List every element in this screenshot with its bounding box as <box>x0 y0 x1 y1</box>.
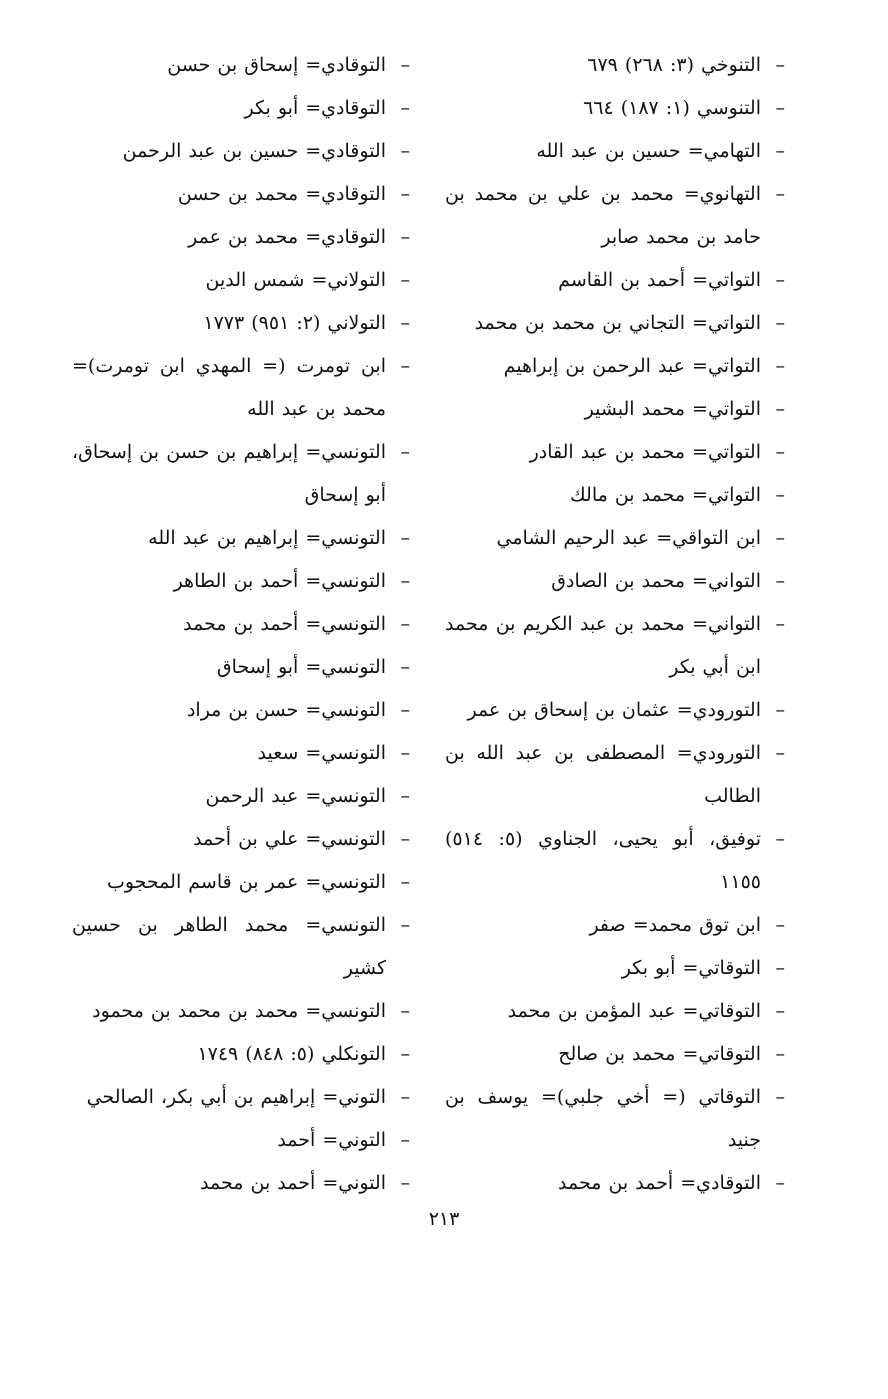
index-entry <box>445 474 785 517</box>
index-entry <box>72 775 410 818</box>
index-entry <box>445 990 785 1033</box>
index-entry <box>72 646 410 689</box>
entry-dash: – <box>775 1043 785 1065</box>
entry-dash: – <box>400 570 410 592</box>
page-number: ٢١٣ <box>428 1208 460 1230</box>
entry-text: ابن تومرت (= المهدي ابن تومرت)= محمد بن عبد الله <box>72 355 386 420</box>
entry-dash: – <box>400 441 410 463</box>
index-entry <box>72 904 410 990</box>
entry-dash: – <box>775 441 785 463</box>
entry-text: توفيق، أبو يحيى، الجناوي (٥: ٥١٤) ١١٥٥ <box>445 828 761 893</box>
index-entry <box>72 1119 410 1162</box>
index-column-right <box>445 44 785 1205</box>
entry-text: التوقادي= أبو بكر <box>244 97 386 119</box>
entry-dash: – <box>400 785 410 807</box>
index-entry <box>445 1076 785 1162</box>
entry-dash: – <box>775 914 785 936</box>
index-entry <box>445 173 785 259</box>
index-entry <box>445 431 785 474</box>
index-entry <box>72 173 410 216</box>
entry-text: التوقاتي (= أخي جلبي)= يوسف بن جنيد <box>445 1086 761 1151</box>
entry-text: التهامي= حسين بن عبد الله <box>536 140 761 162</box>
entry-text: التورودي= عثمان بن إسحاق بن عمر <box>467 699 761 721</box>
index-entry <box>72 302 410 345</box>
entry-text: التونسي= محمد الطاهر بن حسين كشير <box>72 914 386 979</box>
entry-text: التونسي= أحمد بن محمد <box>183 613 386 635</box>
entry-text: التونسي= محمد بن محمد بن محمود <box>92 1000 386 1022</box>
entry-dash: – <box>400 312 410 334</box>
entry-dash: – <box>775 398 785 420</box>
entry-text: التونسي= علي بن أحمد <box>193 828 386 850</box>
entry-dash: – <box>775 269 785 291</box>
entry-dash: – <box>775 828 785 850</box>
index-entry <box>72 1162 410 1205</box>
entry-dash: – <box>400 183 410 205</box>
entry-dash: – <box>400 699 410 721</box>
entry-text: ابن توق محمد= صفر <box>589 914 761 936</box>
index-entry <box>72 1033 410 1076</box>
entry-dash: – <box>775 484 785 506</box>
entry-text: التولاني (٢: ٩٥١) ١٧٧٣ <box>203 312 386 334</box>
entry-text: التونسي= أحمد بن الطاهر <box>173 570 386 592</box>
index-entry <box>445 904 785 947</box>
entry-text: التولاني= شمس الدين <box>205 269 386 291</box>
entry-dash: – <box>400 54 410 76</box>
entry-dash: – <box>775 527 785 549</box>
entry-dash: – <box>400 1129 410 1151</box>
entry-dash: – <box>775 613 785 635</box>
entry-text: التوقاتي= محمد بن صالح <box>558 1043 761 1065</box>
entry-dash: – <box>775 97 785 119</box>
index-entry <box>445 947 785 990</box>
entry-dash: – <box>400 97 410 119</box>
entry-text: التواني= محمد بن عبد الكريم بن محمد ابن أبي بكر <box>445 613 761 678</box>
index-entry <box>72 1076 410 1119</box>
entry-dash: – <box>400 1172 410 1194</box>
index-entry <box>445 44 785 87</box>
index-entry <box>72 130 410 173</box>
entry-dash: – <box>775 312 785 334</box>
entry-text: التونسي= إبراهيم بن عبد الله <box>148 527 386 549</box>
entry-dash: – <box>775 957 785 979</box>
entry-text: التنوخي (٣: ٢٦٨) ٦٧٩ <box>587 54 761 76</box>
entry-dash: – <box>400 355 410 377</box>
entry-dash: – <box>775 570 785 592</box>
index-entry <box>445 302 785 345</box>
index-entry <box>72 259 410 302</box>
entry-dash: – <box>400 1043 410 1065</box>
entry-dash: – <box>400 613 410 635</box>
entry-text: التواتي= محمد بن عبد القادر <box>529 441 761 463</box>
entry-dash: – <box>400 226 410 248</box>
entry-text: التنوسي (١: ١٨٧) ٦٦٤ <box>583 97 761 119</box>
entry-text: التواتي= عبد الرحمن بن إبراهيم <box>503 355 761 377</box>
entry-dash: – <box>400 871 410 893</box>
entry-dash: – <box>775 699 785 721</box>
entry-dash: – <box>400 1000 410 1022</box>
index-entry <box>72 44 410 87</box>
index-entry <box>445 345 785 388</box>
entry-text: التونسي= سعيد <box>257 742 386 764</box>
entry-dash: – <box>400 742 410 764</box>
entry-dash: – <box>400 914 410 936</box>
entry-text: التوقادي= حسين بن عبد الرحمن <box>122 140 386 162</box>
entry-dash: – <box>775 355 785 377</box>
index-entry <box>445 1033 785 1076</box>
entry-dash: – <box>400 140 410 162</box>
index-entry <box>72 87 410 130</box>
entry-dash: – <box>400 828 410 850</box>
index-entry <box>445 818 785 904</box>
entry-dash: – <box>775 183 785 205</box>
index-entry <box>445 1162 785 1205</box>
entry-text: التونسي= حسن بن مراد <box>186 699 386 721</box>
entry-text: التواتي= محمد البشير <box>584 398 761 420</box>
index-entry <box>72 560 410 603</box>
index-entry <box>72 431 410 517</box>
index-entry <box>445 689 785 732</box>
index-entry <box>445 603 785 689</box>
entry-text: التواني= محمد بن الصادق <box>551 570 761 592</box>
entry-dash: – <box>775 1000 785 1022</box>
index-entry <box>445 560 785 603</box>
entry-text: التونسي= عمر بن قاسم المحجوب <box>106 871 386 893</box>
index-entry <box>445 87 785 130</box>
entry-text: التورودي= المصطفى بن عبد الله بن الطالب <box>445 742 761 807</box>
index-entry <box>72 216 410 259</box>
entry-text: التواتي= أحمد بن القاسم <box>558 269 761 291</box>
index-entry <box>445 130 785 173</box>
entry-dash: – <box>775 54 785 76</box>
index-entry <box>72 517 410 560</box>
index-entry <box>72 818 410 861</box>
entry-text: التونسي= أبو إسحاق <box>216 656 386 678</box>
index-column-left <box>72 44 410 1205</box>
entry-text: التوقادي= أحمد بن محمد <box>558 1172 761 1194</box>
index-entry <box>72 603 410 646</box>
index-entry <box>72 861 410 904</box>
index-entry <box>445 732 785 818</box>
entry-text: التوني= أحمد بن محمد <box>200 1172 386 1194</box>
entry-dash: – <box>400 269 410 291</box>
entry-text: التوقادي= محمد بن عمر <box>188 226 386 248</box>
entry-text: التونسي= إبراهيم بن حسن بن إسحاق، أبو إسحاق <box>72 441 386 506</box>
index-entry <box>445 259 785 302</box>
index-entry <box>72 990 410 1033</box>
entry-dash: – <box>400 527 410 549</box>
entry-dash: – <box>400 656 410 678</box>
entry-text: التونسي= عبد الرحمن <box>205 785 386 807</box>
entry-text: التونكلي (٥: ٨٤٨) ١٧٤٩ <box>197 1043 386 1065</box>
entry-text: التواتي= التجاني بن محمد بن محمد <box>474 312 761 334</box>
entry-text: التواتي= محمد بن مالك <box>570 484 761 506</box>
entry-text: التوقادي= إسحاق بن حسن <box>167 54 386 76</box>
entry-text: التوقاتي= عبد المؤمن بن محمد <box>507 1000 761 1022</box>
index-entry <box>72 689 410 732</box>
entry-dash: – <box>775 742 785 764</box>
entry-text: التوني= إبراهيم بن أبي بكر، الصالحي <box>86 1086 386 1108</box>
index-entry <box>72 345 410 431</box>
entry-dash: – <box>775 1172 785 1194</box>
entry-text: التوقاتي= أبو بكر <box>621 957 761 979</box>
entry-text: ابن التواقي= عبد الرحيم الشامي <box>496 527 761 549</box>
index-entry <box>445 388 785 431</box>
entry-text: التوني= أحمد <box>277 1129 386 1151</box>
index-entry <box>72 732 410 775</box>
index-entry <box>445 517 785 560</box>
entry-text: التهانوي= محمد بن علي بن محمد بن حامد بن محمد صابر <box>445 183 761 248</box>
entry-dash: – <box>775 140 785 162</box>
entry-dash: – <box>775 1086 785 1108</box>
entry-dash: – <box>400 1086 410 1108</box>
entry-text: التوقادي= محمد بن حسن <box>177 183 386 205</box>
